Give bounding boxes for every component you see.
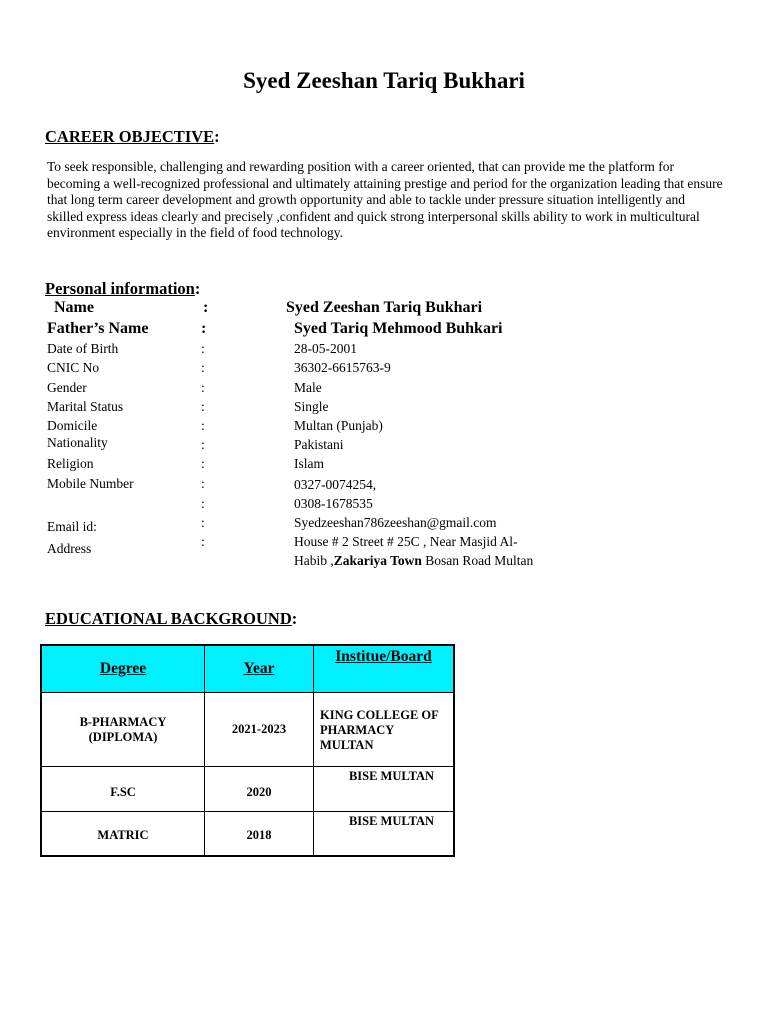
cell-year: 2020 (205, 767, 314, 812)
info-colon: : (201, 341, 205, 356)
header-year: Year (205, 645, 314, 693)
info-label-address: Address (47, 541, 92, 556)
info-colon: : (201, 534, 205, 549)
info-label-father-name: Father’s Name (47, 320, 149, 337)
info-value-domicile: Multan (Punjab) (294, 418, 383, 433)
info-colon: : (201, 320, 207, 337)
info-value-nationality: Pakistani (294, 437, 344, 452)
info-value-father-name: Syed Tariq Mehmood Buhkari (294, 320, 503, 337)
info-label-dob: Date of Birth (47, 341, 119, 356)
cell-institute: BISE MULTAN (314, 767, 455, 812)
info-colon: : (201, 399, 205, 414)
info-label-gender: Gender (47, 380, 87, 395)
info-colon: : (201, 476, 205, 491)
cell-degree: MATRIC (41, 812, 205, 856)
cell-year: 2021-2023 (205, 693, 314, 767)
table-row (41, 693, 454, 767)
address-line-2: Habib ,Zakariya Town Bosan Road Multan (294, 553, 534, 568)
info-value-religion: Islam (294, 456, 324, 471)
education-table (40, 644, 455, 857)
info-value-address (294, 532, 594, 570)
career-objective-text: To seek responsible, challenging and rewarding position with a career oriented, that can provide me the platform for becoming a well-recognized professional and ultimately attaining prestige and period for the organization leading that ensure that long term career development and growth opportunity and able to tackle under pressure situation intelligently and skilled express ideas clearly and precisely ,confident and quick strong interpersonal skills ability to work in multicultural environment especially in the field of food technology. (47, 159, 723, 240)
cell-degree: B-PHARMACY (DIPLOMA) (41, 693, 205, 767)
page-title: Syed Zeeshan Tariq Bukhari (243, 68, 525, 93)
header-institute: Institue/Board (314, 645, 455, 693)
career-objective-heading: CAREER OBJECTIVE: (45, 127, 220, 146)
education-heading: EDUCATIONAL BACKGROUND: (45, 609, 298, 628)
personal-info-heading: Personal information: (45, 279, 201, 298)
info-value-name: Syed Zeeshan Tariq Bukhari (286, 299, 483, 316)
cell-institute: BISE MULTAN (314, 812, 455, 856)
info-value-marital-status: Single (294, 399, 329, 414)
info-value-email: Syedzeeshan786zeeshan@gmail.com (294, 515, 497, 530)
cell-degree: F.SC (41, 767, 205, 812)
info-colon: : (203, 299, 209, 316)
table-row (41, 812, 454, 856)
info-colon: : (201, 360, 205, 375)
address-line-1: House # 2 Street # 25C , Near Masjid Al- (294, 534, 518, 549)
info-value-gender: Male (294, 380, 322, 395)
cell-institute: KING COLLEGE OF PHARMACY MULTAN (314, 693, 455, 767)
info-colon: : (201, 437, 205, 452)
info-colon: : (201, 418, 205, 433)
info-colon: : (201, 515, 205, 530)
info-colon: : (201, 496, 205, 511)
table-row (41, 767, 454, 812)
info-colon: : (201, 456, 205, 471)
info-label-marital-status: Marital Status (47, 399, 124, 414)
info-label-mobile: Mobile Number (47, 476, 134, 491)
info-label-religion: Religion (47, 456, 94, 471)
cell-year: 2018 (205, 812, 314, 856)
info-label-cnic: CNIC No (47, 360, 100, 375)
info-value-dob: 28-05-2001 (294, 341, 357, 356)
header-degree: Degree (41, 645, 205, 693)
info-label-nationality: Nationality (47, 435, 108, 450)
info-label-name: Name (54, 299, 94, 316)
info-label-domicile: Domicile (47, 418, 98, 433)
info-value-mobile: 0327-0074254, (294, 477, 377, 492)
info-value-mobile-2: 0308-1678535 (294, 496, 373, 511)
education-header-row (41, 645, 454, 693)
info-colon: : (201, 380, 205, 395)
info-label-email: Email id: (47, 519, 97, 534)
info-value-cnic: 36302-6615763-9 (294, 360, 391, 375)
